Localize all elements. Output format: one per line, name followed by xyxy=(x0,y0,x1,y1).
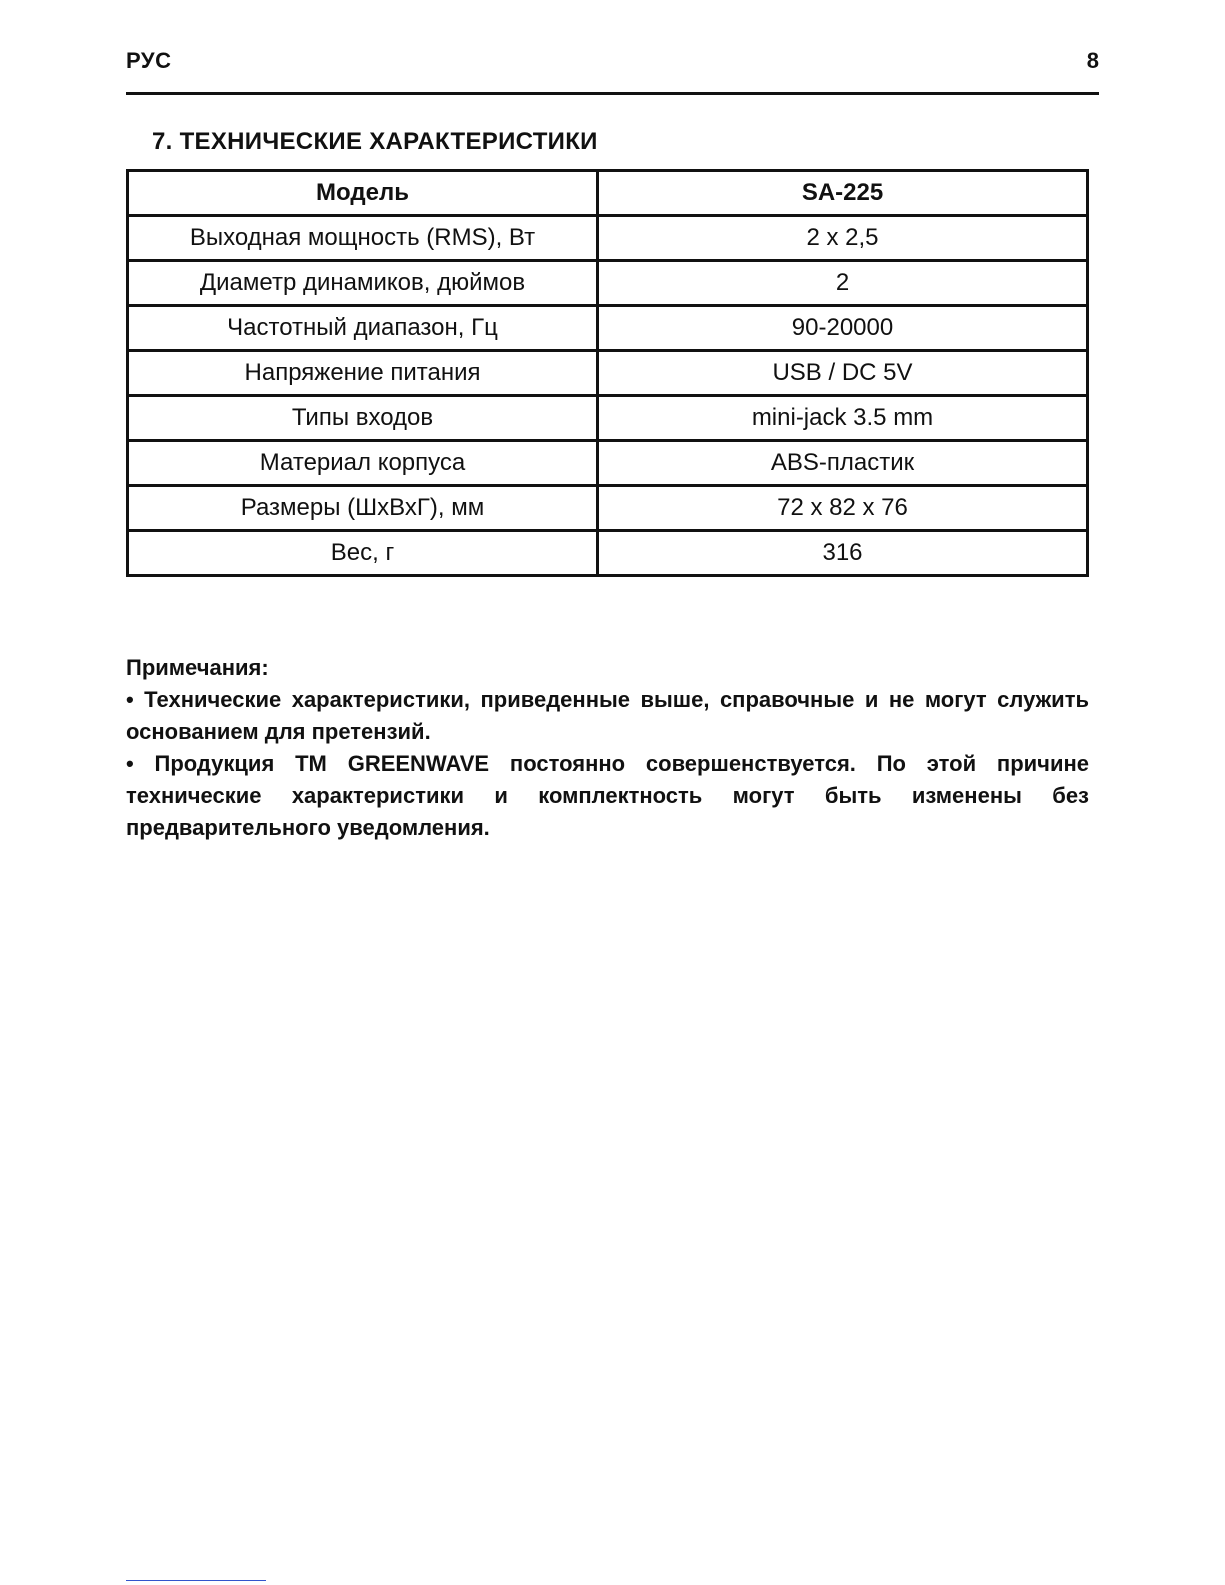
value-cell: 316 xyxy=(598,531,1088,576)
table-row xyxy=(128,216,1088,261)
value-cell: 90-20000 xyxy=(598,306,1088,351)
value-cell: USB / DC 5V xyxy=(598,351,1088,396)
param-cell: Материал корпуса xyxy=(128,441,598,486)
table-row xyxy=(128,351,1088,396)
table-row xyxy=(128,261,1088,306)
spec-table xyxy=(126,169,1089,577)
table-row xyxy=(128,441,1088,486)
param-cell: Напряжение питания xyxy=(128,351,598,396)
table-row xyxy=(128,486,1088,531)
param-cell: Вес, г xyxy=(128,531,598,576)
table-row xyxy=(128,306,1088,351)
table-header-param: Модель xyxy=(128,171,598,216)
value-cell: 2 x 2,5 xyxy=(598,216,1088,261)
table-row xyxy=(128,396,1088,441)
param-cell: Типы входов xyxy=(128,396,598,441)
note-item: • Технические характеристики, приведенные выше, справочные и не могут служить основанием для претензий. xyxy=(126,687,1089,744)
param-cell: Частотный диапазон, Гц xyxy=(128,306,598,351)
notes-section xyxy=(126,652,1089,844)
table-header-value: SA-225 xyxy=(598,171,1088,216)
section-title: 7. ТЕХНИЧЕСКИЕ ХАРАКТЕРИСТИКИ xyxy=(152,128,598,155)
note-item: • Продукция TM GREENWAVE постоянно совершенствуется. По этой причине технические характеристики и комплектность могут быть изменены без предварительного уведомления. xyxy=(126,751,1089,840)
param-cell: Размеры (ШхВхГ), мм xyxy=(128,486,598,531)
language-label: РУС xyxy=(126,48,172,73)
value-cell: 2 xyxy=(598,261,1088,306)
param-cell: Диаметр динамиков, дюймов xyxy=(128,261,598,306)
header-divider xyxy=(126,92,1099,95)
value-cell: ABS-пластик xyxy=(598,441,1088,486)
footer-underline xyxy=(126,1580,266,1581)
notes-title: Примечания: xyxy=(126,655,269,680)
param-cell: Выходная мощность (RMS), Вт xyxy=(128,216,598,261)
page-header xyxy=(126,48,1099,78)
value-cell: mini-jack 3.5 mm xyxy=(598,396,1088,441)
table-header-row xyxy=(128,171,1088,216)
page-number: 8 xyxy=(1086,48,1099,73)
table-row xyxy=(128,531,1088,576)
value-cell: 72 x 82 x 76 xyxy=(598,486,1088,531)
